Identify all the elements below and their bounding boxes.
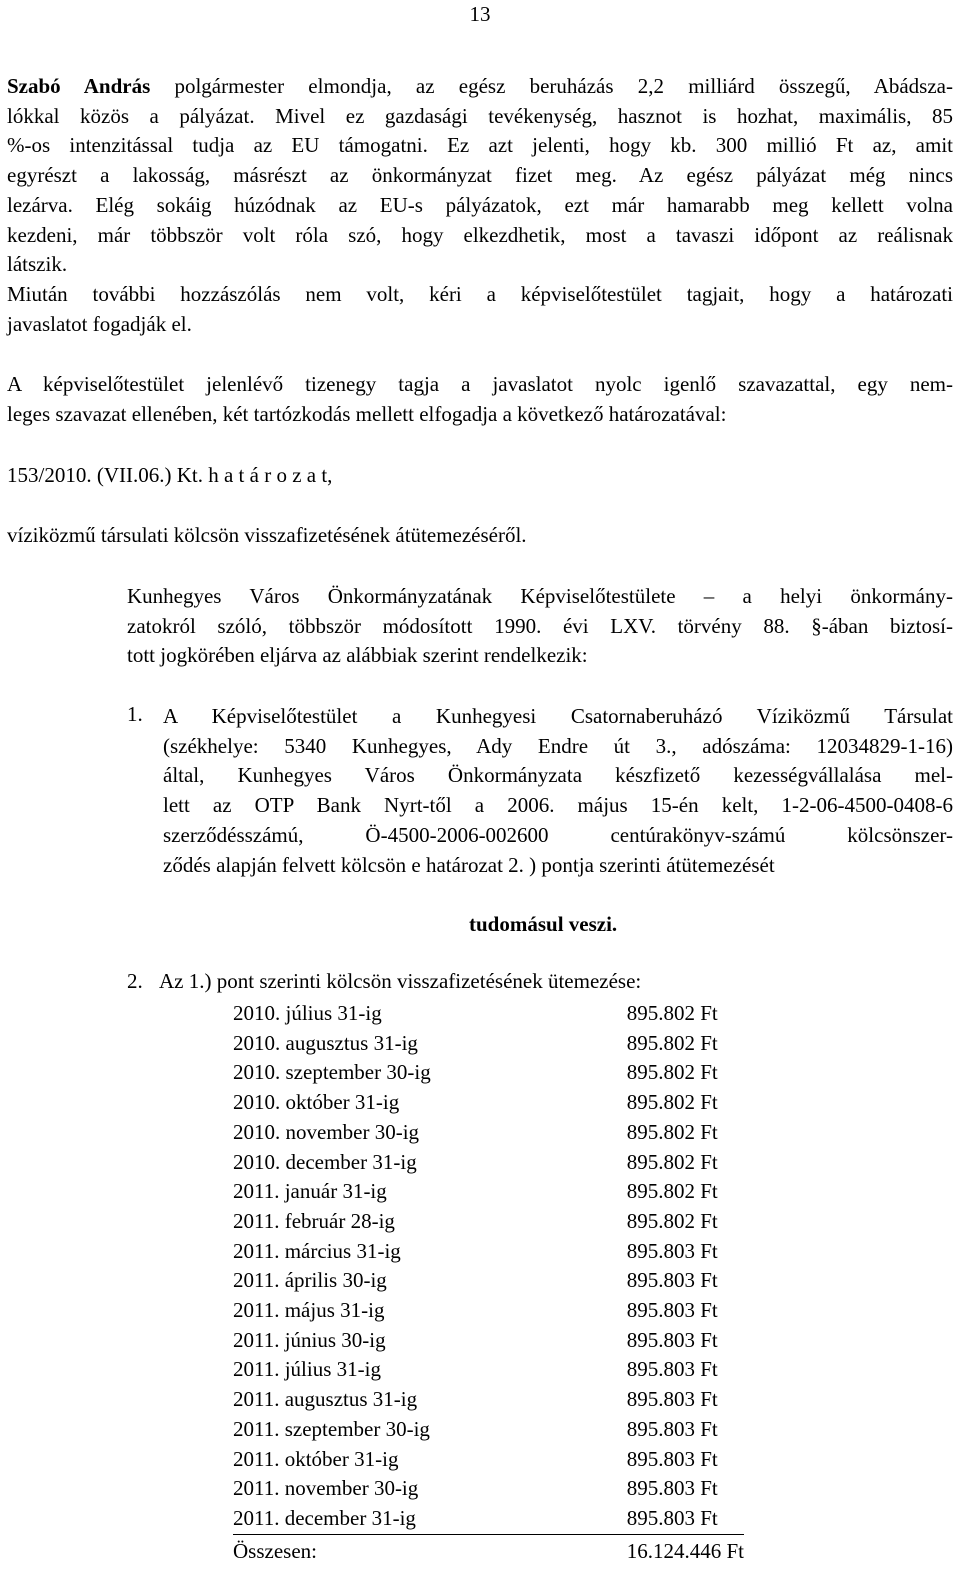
schedule-amount: 895.802 Ft: [626, 1030, 718, 1055]
schedule-amount: 895.802 Ft: [626, 1208, 718, 1233]
item-number: 1.: [127, 702, 143, 726]
schedule-date: 2011. szeptember 30-ig: [233, 1416, 430, 1441]
schedule-amount: 895.803 Ft: [626, 1387, 718, 1412]
schedule-amount: 895.802 Ft: [626, 1149, 718, 1174]
schedule-date: 2011. május 31-ig: [233, 1298, 385, 1323]
schedule-amount: 895.802 Ft: [626, 1090, 718, 1115]
schedule-amount: 895.802 Ft: [626, 1060, 718, 1085]
schedule-row: [233, 1029, 744, 1059]
paragraph-line: %-os intenzitással tudja az EU támogatni. Ez azt jelenti, hogy kb. 300 millió Ft az, amit: [7, 133, 953, 158]
schedule-row: [233, 1415, 744, 1445]
item-1-text: [163, 702, 953, 880]
schedule-amount: 895.803 Ft: [626, 1446, 718, 1471]
resolution-title: víziközmű társulati kölcsön visszafizetésének átütemezéséről.: [7, 523, 527, 547]
schedule-row: [233, 1088, 744, 1118]
schedule-amount: 895.802 Ft: [626, 1001, 718, 1025]
schedule-amount: 895.803 Ft: [626, 1327, 718, 1352]
schedule-amount: 895.803 Ft: [626, 1416, 718, 1441]
speaker-name: Szabó András: [7, 74, 151, 98]
paragraph-council-authority: [127, 582, 953, 671]
schedule-amount: 895.803 Ft: [627, 1504, 744, 1534]
paragraph-mayor-statement: [7, 72, 953, 339]
schedule-amount: 895.803 Ft: [626, 1298, 718, 1323]
schedule-date: 2011. október 31-ig: [233, 1446, 399, 1471]
schedule-row: [233, 1326, 744, 1356]
paragraph-line: tott jogkörében eljárva az alábbiak szerint rendelkezik:: [127, 643, 588, 668]
schedule-row: [233, 1207, 744, 1237]
schedule-date: 2010. október 31-ig: [233, 1090, 400, 1115]
paragraph-line: zatokról szóló, többször módosított 1990. évi LXV. törvény 88. §-ában biztosí-: [127, 613, 953, 638]
schedule-date: 2011. november 30-ig: [233, 1476, 419, 1501]
schedule-amount: 895.803 Ft: [626, 1357, 718, 1382]
paragraph-line: A képviselőtestület jelenlévő tizenegy tagja a javaslatot nyolc igenlő szavazattal, egy nem-: [7, 372, 953, 396]
schedule-date: 2011. június 30-ig: [233, 1327, 386, 1352]
line-text: polgármester elmondja, az egész beruházás 2,2 milliárd összegű, Abádsza-: [150, 74, 953, 98]
schedule-date: 2010. november 30-ig: [233, 1119, 420, 1144]
paragraph-line: javaslatot fogadják el.: [7, 311, 192, 336]
paragraph-line: leges szavazat ellenében, két tartózkodás mellett elfogadja a következő határozatával:: [7, 401, 727, 426]
paragraph-line: [7, 72, 953, 102]
schedule-amount: 895.803 Ft: [626, 1268, 718, 1293]
schedule-date: 2011. március 31-ig: [233, 1238, 401, 1263]
paragraph-vote-result: [7, 370, 953, 429]
total-label: Összesen:: [233, 1538, 317, 1563]
schedule-date: 2011. április 30-ig: [233, 1268, 387, 1293]
paragraph-line: egyrészt a lakosság, másrészt az önkormányzat fizet meg. Az egész pályázat még nincs: [7, 163, 953, 188]
schedule-row: [233, 1296, 744, 1326]
item-line: (székhelye: 5340 Kunhegyes, Ady Endre út 3., adószáma: 12034829-1-16): [163, 733, 953, 758]
schedule-date: 2011. december 31-ig: [233, 1504, 627, 1534]
schedule-date: 2010. szeptember 30-ig: [233, 1060, 431, 1085]
schedule-date: 2011. február 28-ig: [233, 1208, 395, 1233]
schedule-date: 2010. július 31-ig: [233, 1001, 382, 1025]
item-line: által, Kunhegyes Város Önkormányzata készfizető kezességvállalása mel-: [163, 763, 953, 788]
schedule-row: [233, 1504, 744, 1534]
item-number: 2.: [127, 969, 143, 993]
paragraph-line: kezdeni, már többször volt róla szó, hogy elkezdhetik, most a tavaszi időpont az reálisnak: [7, 222, 953, 247]
schedule-date: 2010. december 31-ig: [233, 1149, 417, 1174]
schedule-date: 2011. július 31-ig: [233, 1357, 381, 1382]
schedule-amount: 895.802 Ft: [626, 1119, 718, 1144]
schedule-amount: 895.803 Ft: [626, 1238, 718, 1263]
schedule-amount: 895.802 Ft: [626, 1179, 718, 1204]
schedule-row: [233, 1177, 744, 1207]
schedule-row: [233, 1058, 744, 1088]
paragraph-line: látszik.: [7, 252, 68, 277]
schedule-row: [233, 1237, 744, 1267]
item-line: Az 1.) pont szerinti kölcsön visszafizetésének ütemezése:: [159, 969, 642, 993]
page-number: 13: [469, 2, 491, 26]
paragraph-line: Miután további hozzászólás nem volt, kéri a képviselőtestület tagjait, hogy a határozati: [7, 281, 953, 306]
schedule-row: [233, 999, 744, 1029]
item-line: lett az OTP Bank Nyrt-től a 2006. május 15-én kelt, 1-2-06-4500-0408-6: [163, 793, 953, 818]
item-line: A Képviselőtestület a Kunhegyesi Csatornaberuházó Víziközmű Társulat: [163, 704, 953, 728]
schedule-total-row: [233, 1534, 744, 1566]
schedule-row: [233, 1355, 744, 1385]
schedule-date: 2010. augusztus 31-ig: [233, 1030, 418, 1055]
schedule-row: [233, 1445, 744, 1475]
item-line: szerződésszámú, Ö-4500-2006-002600 centúrakönyv-számú kölcsönszer-: [163, 822, 953, 847]
schedule-row: [233, 1148, 744, 1178]
item-line: ződés alapján felvett kölcsön e határozat 2. ) pontja szerinti átütemezését: [163, 852, 775, 877]
total-amount: 16.124.446 Ft: [626, 1538, 744, 1563]
schedule-row: [233, 1474, 744, 1504]
paragraph-line: lókkal közös a pályázat. Mivel ez gazdasági tevékenység, hasznot is hozhat, maximális, 85: [7, 103, 953, 128]
paragraph-line: lezárva. Elég sokáig húzódnak az EU-s pályázatok, ezt már hamarabb meg kellett volna: [7, 192, 953, 217]
schedule-date: 2011. augusztus 31-ig: [233, 1387, 418, 1412]
schedule-amount: 895.803 Ft: [626, 1476, 718, 1501]
schedule-date: 2011. január 31-ig: [233, 1179, 387, 1204]
acknowledge-text: tudomásul veszi.: [469, 912, 618, 936]
resolution-number: 153/2010. (VII.06.) Kt. h a t á r o z a t,: [7, 463, 333, 487]
paragraph-line: Kunhegyes Város Önkormányzatának Képviselőtestülete – a helyi önkormány-: [127, 584, 953, 608]
schedule-row: [233, 1385, 744, 1415]
item-2-text: [127, 969, 641, 994]
repayment-schedule-table: [233, 999, 744, 1566]
schedule-row: [233, 1118, 744, 1148]
schedule-row: [233, 1266, 744, 1296]
